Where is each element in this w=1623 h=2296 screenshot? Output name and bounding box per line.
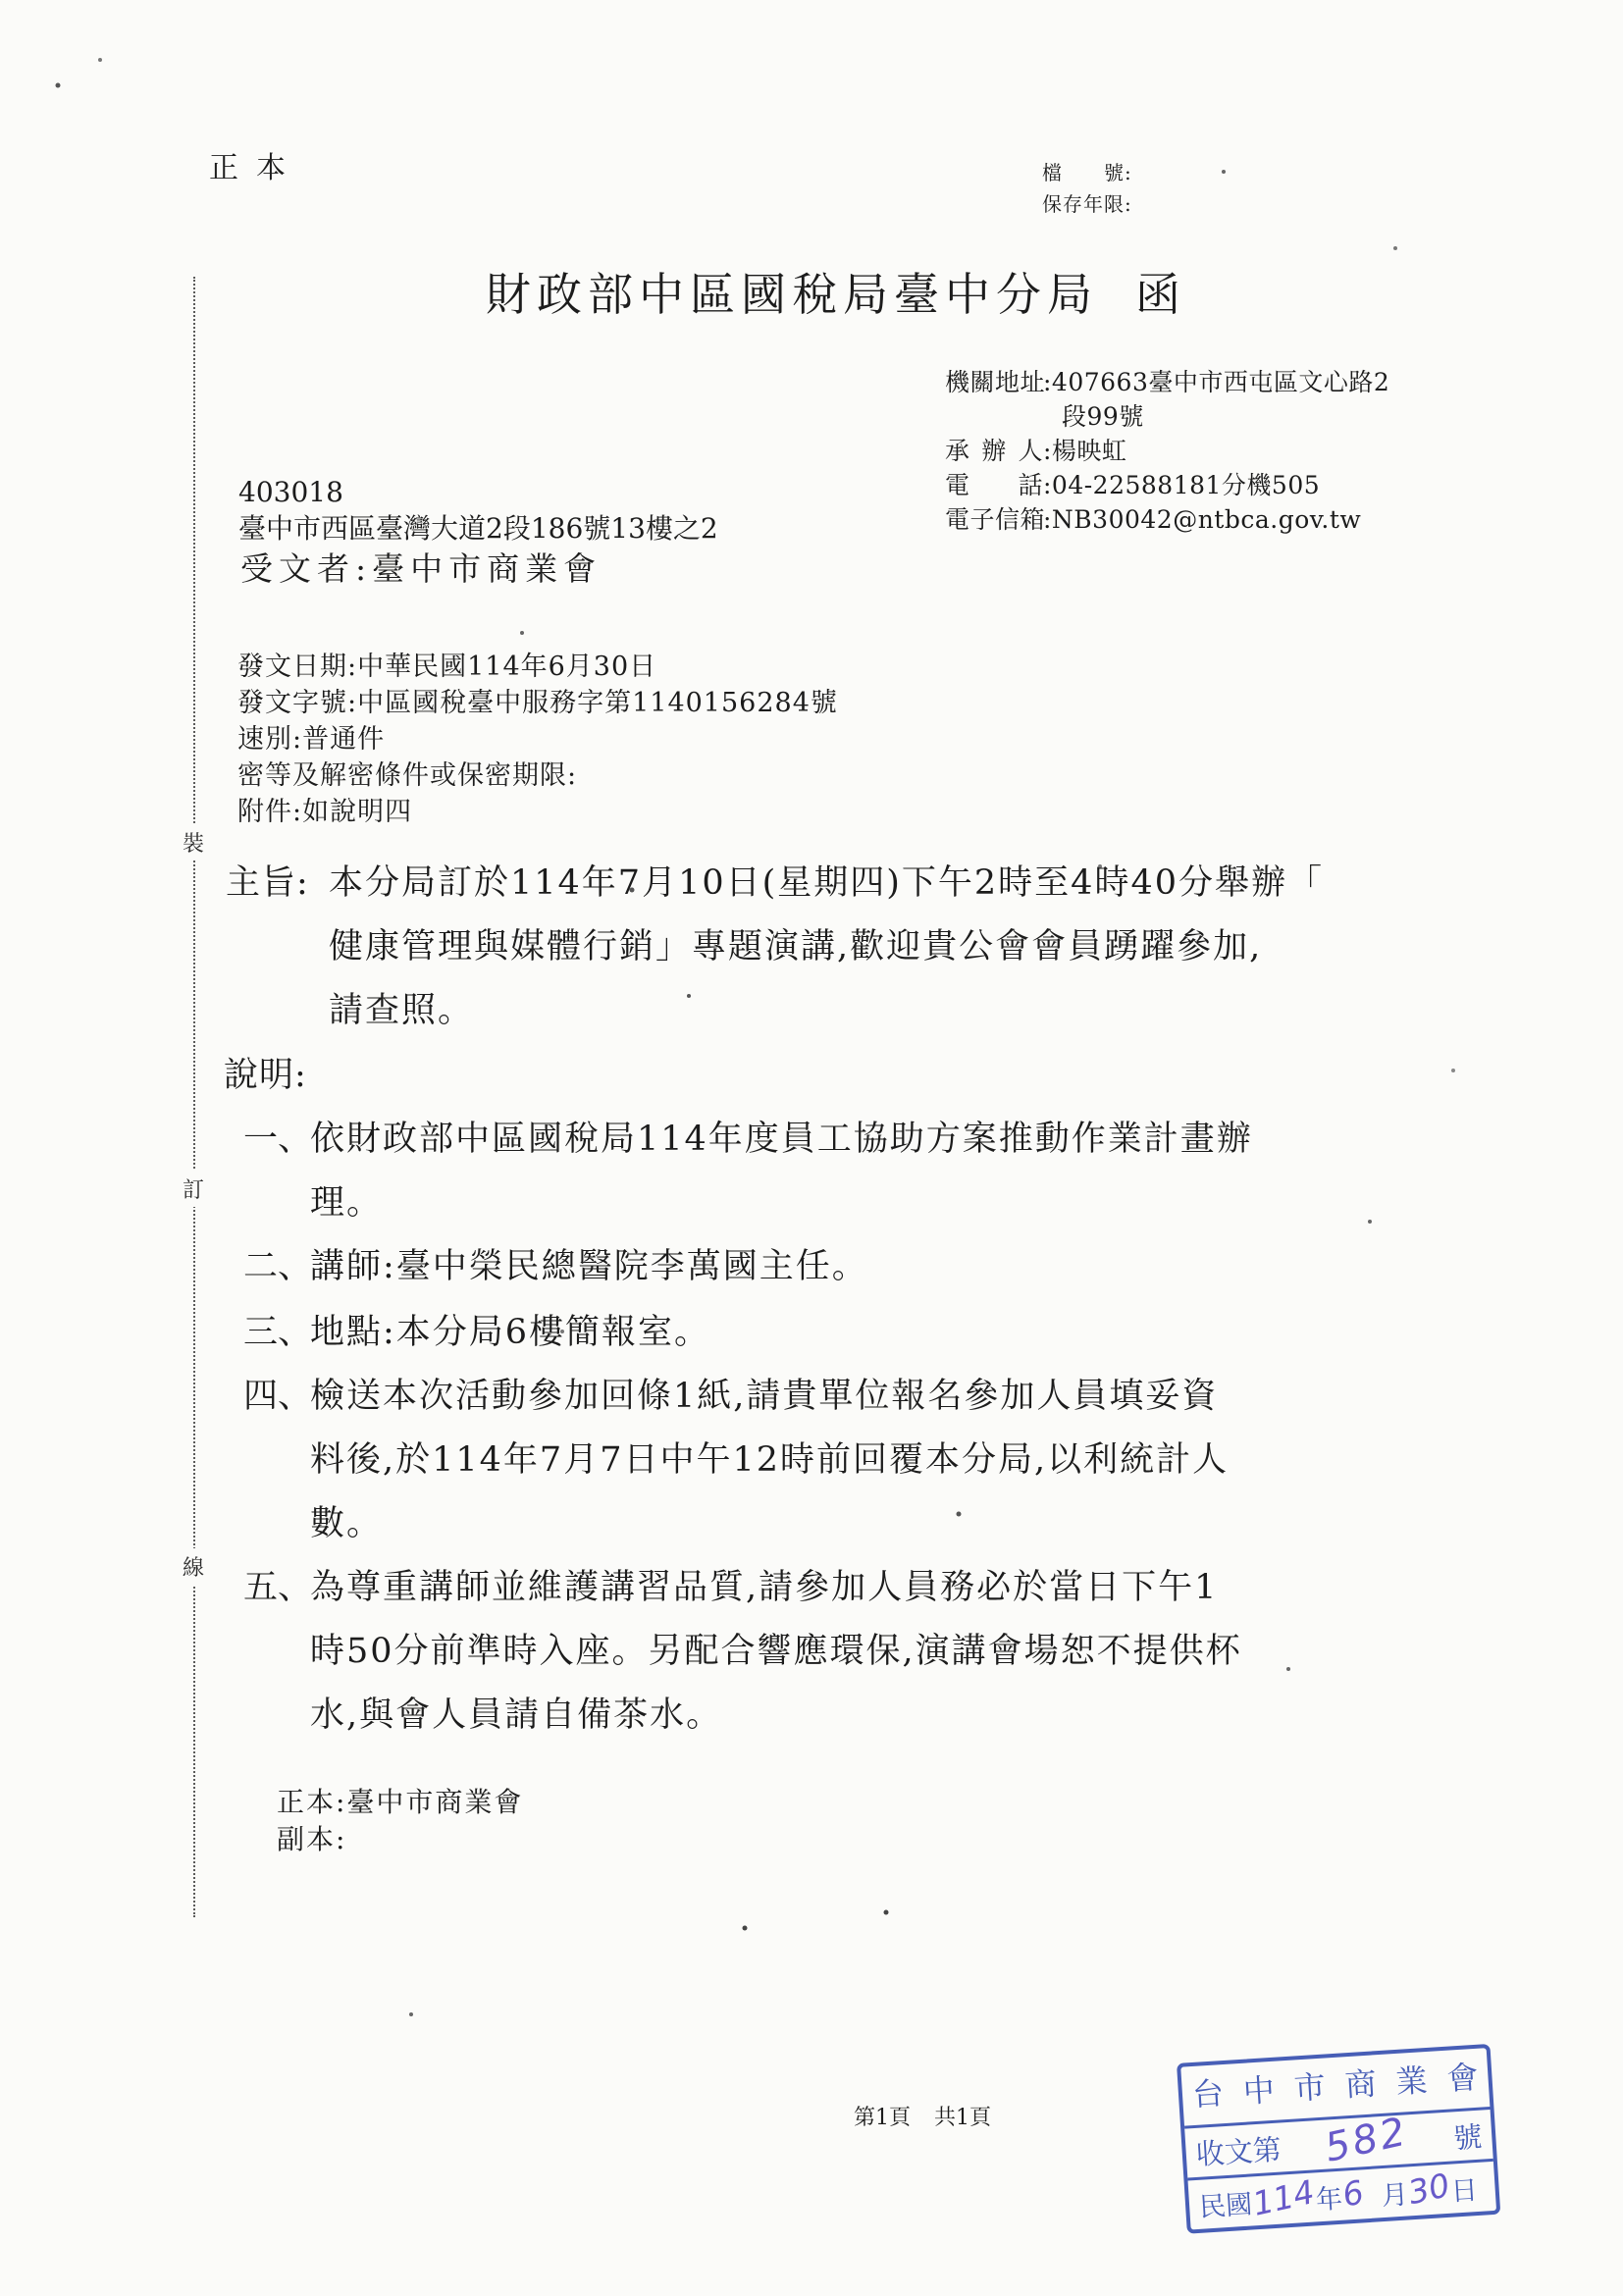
page-total: 共1頁 [934,2106,991,2130]
contact-person-line: 承辦人:楊映虹 [945,437,1127,465]
page-footer [854,2101,991,2131]
agency-contact-block [945,365,1389,537]
recipient-street-address: 臺中市西區臺灣大道2段186號13樓之2 [238,512,718,545]
explanation-item-1-line-2: 理。 [310,1183,384,1223]
explanation-item-4-line-3: 數。 [310,1504,384,1543]
security-class-line: 密等及解密條件或保密期限: [237,760,578,791]
subject-line-2: 健康管理與媒體行銷」專題演講,歡迎貴公會會員踴躍參加, [329,927,1263,966]
explanation-label: 說明: [224,1056,307,1095]
retention-period-label: 保存年限: [1042,192,1132,216]
binding-mark-zhuang: 裝 [179,824,208,861]
explanation-item-5-number: 五、 [243,1568,313,1607]
document-meta-block [237,649,838,830]
doc-number-line: 發文字號:中區國稅臺中服務字第1140156284號 [237,688,838,718]
page-number: 第1頁 [854,2106,911,2130]
contact-email-line: 電子信箱:NB30042@ntbca.gov.tw [945,505,1362,534]
explanation-item-5-line-3: 水,與會人員請自備茶水。 [310,1696,723,1735]
stamp-year-unit: 年 [1315,2183,1343,2216]
receipt-stamp [1177,2044,1500,2234]
distribution-primary-line: 正本:臺中市商業會 [277,1786,524,1818]
explanation-item-4-line-1: 檢送本次活動參加回條1紙,請貴單位報名參加人員填妥資 [310,1377,1219,1416]
stamp-month-unit: 月 [1380,2178,1409,2212]
speed-class-line: 速別:普通件 [237,724,386,755]
stamp-month-handwritten: 6 [1338,2171,1368,2215]
explanation-item-5-line-2: 時50分前準時入座。另配合響應環保,演講會場恕不提供杯 [310,1632,1242,1671]
subject-label: 主旨: [226,863,309,903]
stamp-year-handwritten: 114 [1248,2171,1318,2223]
subject-line-1: 本分局訂於114年7月10日(星期四)下午2時至4時40分舉辦「 [329,863,1324,903]
explanation-item-2-number: 二、 [243,1247,313,1286]
subject-line-3: 請查照。 [329,991,475,1030]
explanation-item-3-number: 三、 [243,1313,313,1352]
stamp-day-handwritten: 30 [1404,2165,1453,2212]
explanation-item-1-line-1: 依財政部中區國稅局114年度員工協助方案推動作業計畫辦 [310,1120,1253,1159]
binding-mark-xian: 線 [179,1548,208,1585]
agency-address-line: 機關地址:407663臺中市西屯區文心路2 [945,368,1390,396]
attachment-line: 附件:如說明四 [237,797,413,827]
explanation-item-2-line-1: 講師:臺中榮民總醫院李萬國主任。 [310,1247,868,1286]
contact-phone-line: 電話:04-22588181分機505 [945,471,1321,499]
stamp-gap [1365,2193,1381,2194]
stamp-receipt-suffix: 號 [1452,2119,1484,2155]
file-number-label: 檔 號: [1042,161,1132,184]
binding-mark-ding: 訂 [179,1171,208,1207]
agency-address-line-2: 段99號 [1062,402,1144,431]
explanation-item-4-line-2: 料後,於114年7月7日中午12時前回覆本分局,以利統計人 [310,1440,1230,1480]
stamp-org-name: 台中市商業會 [1190,2058,1480,2114]
explanation-item-1-number: 一、 [243,1120,313,1159]
stamp-receipt-prefix: 收文第 [1194,2132,1283,2171]
document-title [486,259,1186,324]
distribution-copy-line: 副本: [277,1823,347,1855]
recipient-line: 受文者:臺中市商業會 [240,549,602,588]
scan-noise-specks [0,0,2,2]
stamp-day-unit: 日 [1449,2174,1479,2208]
doc-type-label: 函 [1135,268,1186,321]
binding-dotted-line [193,277,195,1917]
recipient-zip: 403018 [238,476,343,508]
file-number-block [1042,157,1132,220]
explanation-item-5-line-1: 為尊重講師並維護講習品質,請參加人員務必於當日下午1 [310,1568,1219,1607]
explanation-item-3-line-1: 地點:本分局6樓簡報室。 [310,1313,711,1352]
explanation-item-4-number: 四、 [243,1377,313,1416]
issuing-agency-name: 財政部中區國稅局臺中分局 [486,268,1098,321]
stamp-receipt-number-handwritten: 582 [1321,2109,1413,2171]
copy-type-label: 正本 [209,151,303,185]
stamp-era-label: 民國 [1198,2188,1254,2223]
issue-date-line: 發文日期:中華民國114年6月30日 [237,652,657,682]
